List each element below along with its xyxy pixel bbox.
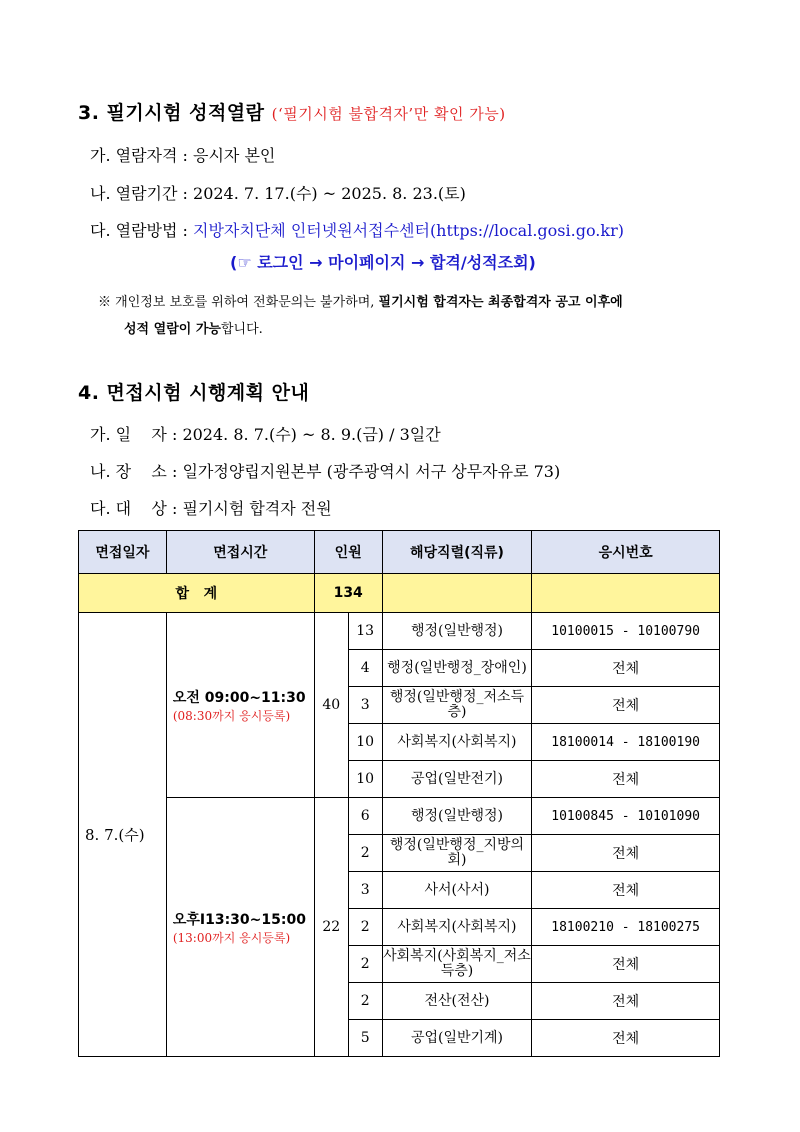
row-count: 2	[348, 983, 382, 1020]
total-empty-number	[532, 574, 720, 613]
s3-method	[90, 218, 624, 241]
row-count: 13	[348, 613, 382, 650]
s3-method-prefix: 다. 열람방법 :	[90, 221, 194, 240]
total-empty-job	[382, 574, 532, 613]
row-count: 10	[348, 761, 382, 798]
total-row	[79, 574, 720, 613]
header-time: 면접시간	[166, 531, 314, 574]
row-range: 10100015 - 10100790	[532, 613, 720, 650]
header-job: 해당직렬(직류)	[382, 531, 532, 574]
session-time: 오후Ⅰ13:30~15:00	[172, 911, 306, 928]
row-range: 전체	[532, 983, 720, 1020]
session-count: 22	[314, 798, 348, 1057]
row-range: 18100210 - 18100275	[532, 909, 720, 946]
row-count: 2	[348, 909, 382, 946]
row-count: 5	[348, 1020, 382, 1057]
header-number: 응시번호	[532, 531, 720, 574]
row-job: 행정(일반행정_지방의회)	[382, 835, 532, 872]
row-job: 행정(일반행정)	[382, 798, 532, 835]
header-count: 인원	[314, 531, 382, 574]
row-job: 사회복지(사회복지)	[382, 909, 532, 946]
row-count: 3	[348, 872, 382, 909]
row-count: 2	[348, 946, 382, 983]
section4-title: 4. 면접시험 시행계획 안내	[78, 382, 310, 404]
row-job: 행정(일반행정)	[382, 613, 532, 650]
interview-date-cell: 8. 7.(수)	[79, 613, 167, 1057]
session-time-cell	[166, 613, 314, 798]
row-range: 전체	[532, 650, 720, 687]
s3-notice-line2-bold: 성적 열람이 가능	[124, 322, 221, 337]
s4-date: 가. 일 자 : 2024. 8. 7.(수) ~ 8. 9.(금) / 3일간	[90, 425, 441, 444]
row-count: 6	[348, 798, 382, 835]
row-count: 3	[348, 687, 382, 724]
row-job: 전산(전산)	[382, 983, 532, 1020]
session-count: 40	[314, 613, 348, 798]
s3-notice-line2	[124, 318, 263, 337]
s3-notice-line2-rest: 합니다.	[220, 322, 263, 337]
table-row	[79, 613, 720, 650]
table-header-row	[79, 531, 720, 574]
section3-note: (‘필기시험 불합격자’만 확인 가능)	[271, 105, 506, 123]
session-register: (13:00까지 응시등록)	[172, 930, 291, 945]
s3-notice-bold: 필기시험 합격자는 최종합격자 공고 이후에	[378, 295, 623, 310]
section3-title-text: 3. 필기시험 성적열람	[78, 102, 265, 124]
section3-title	[78, 98, 506, 125]
s3-notice-line1	[98, 291, 623, 310]
table-row	[79, 798, 720, 835]
row-range: 전체	[532, 835, 720, 872]
row-job: 행정(일반행정_장애인)	[382, 650, 532, 687]
s4-target: 다. 대 상 : 필기시험 합격자 전원	[90, 499, 332, 518]
total-label: 합 계	[79, 574, 315, 613]
s3-eligibility: 가. 열람자격 : 응시자 본인	[90, 146, 276, 165]
session-register: (08:30까지 응시등록)	[172, 708, 291, 723]
row-range: 전체	[532, 761, 720, 798]
row-range: 10100845 - 10101090	[532, 798, 720, 835]
row-job: 사회복지(사회복지)	[382, 724, 532, 761]
s3-period: 나. 열람기간 : 2024. 7. 17.(수) ~ 2025. 8. 23.(토)	[90, 184, 466, 203]
row-job: 공업(일반전기)	[382, 761, 532, 798]
total-count: 134	[314, 574, 382, 613]
row-range: 전체	[532, 872, 720, 909]
session-time: 오전 09:00~11:30	[172, 689, 306, 706]
row-count: 10	[348, 724, 382, 761]
header-date: 면접일자	[79, 531, 167, 574]
row-job: 행정(일반행정_저소득층)	[382, 687, 532, 724]
interview-schedule-table	[78, 530, 720, 1057]
s3-method-link[interactable]: 지방자치단체 인터넷원서접수센터(https://local.gosi.go.kr)	[193, 221, 624, 240]
s3-method-path: (☞ 로그인 → 마이페이지 → 합격/성적조회)	[230, 253, 536, 272]
row-job: 공업(일반기계)	[382, 1020, 532, 1057]
row-range: 전체	[532, 946, 720, 983]
row-range: 전체	[532, 687, 720, 724]
row-job: 사서(사서)	[382, 872, 532, 909]
session-time-cell	[166, 798, 314, 1057]
row-range: 전체	[532, 1020, 720, 1057]
row-range: 18100014 - 18100190	[532, 724, 720, 761]
row-job: 사회복지(사회복지_저소득층)	[382, 946, 532, 983]
s3-notice-part1: ※ 개인정보 보호를 위하여 전화문의는 불가하며,	[98, 295, 379, 310]
row-count: 2	[348, 835, 382, 872]
s4-place: 나. 장 소 : 일가정양립지원본부 (광주광역시 서구 상무자유로 73)	[90, 462, 561, 481]
row-count: 4	[348, 650, 382, 687]
